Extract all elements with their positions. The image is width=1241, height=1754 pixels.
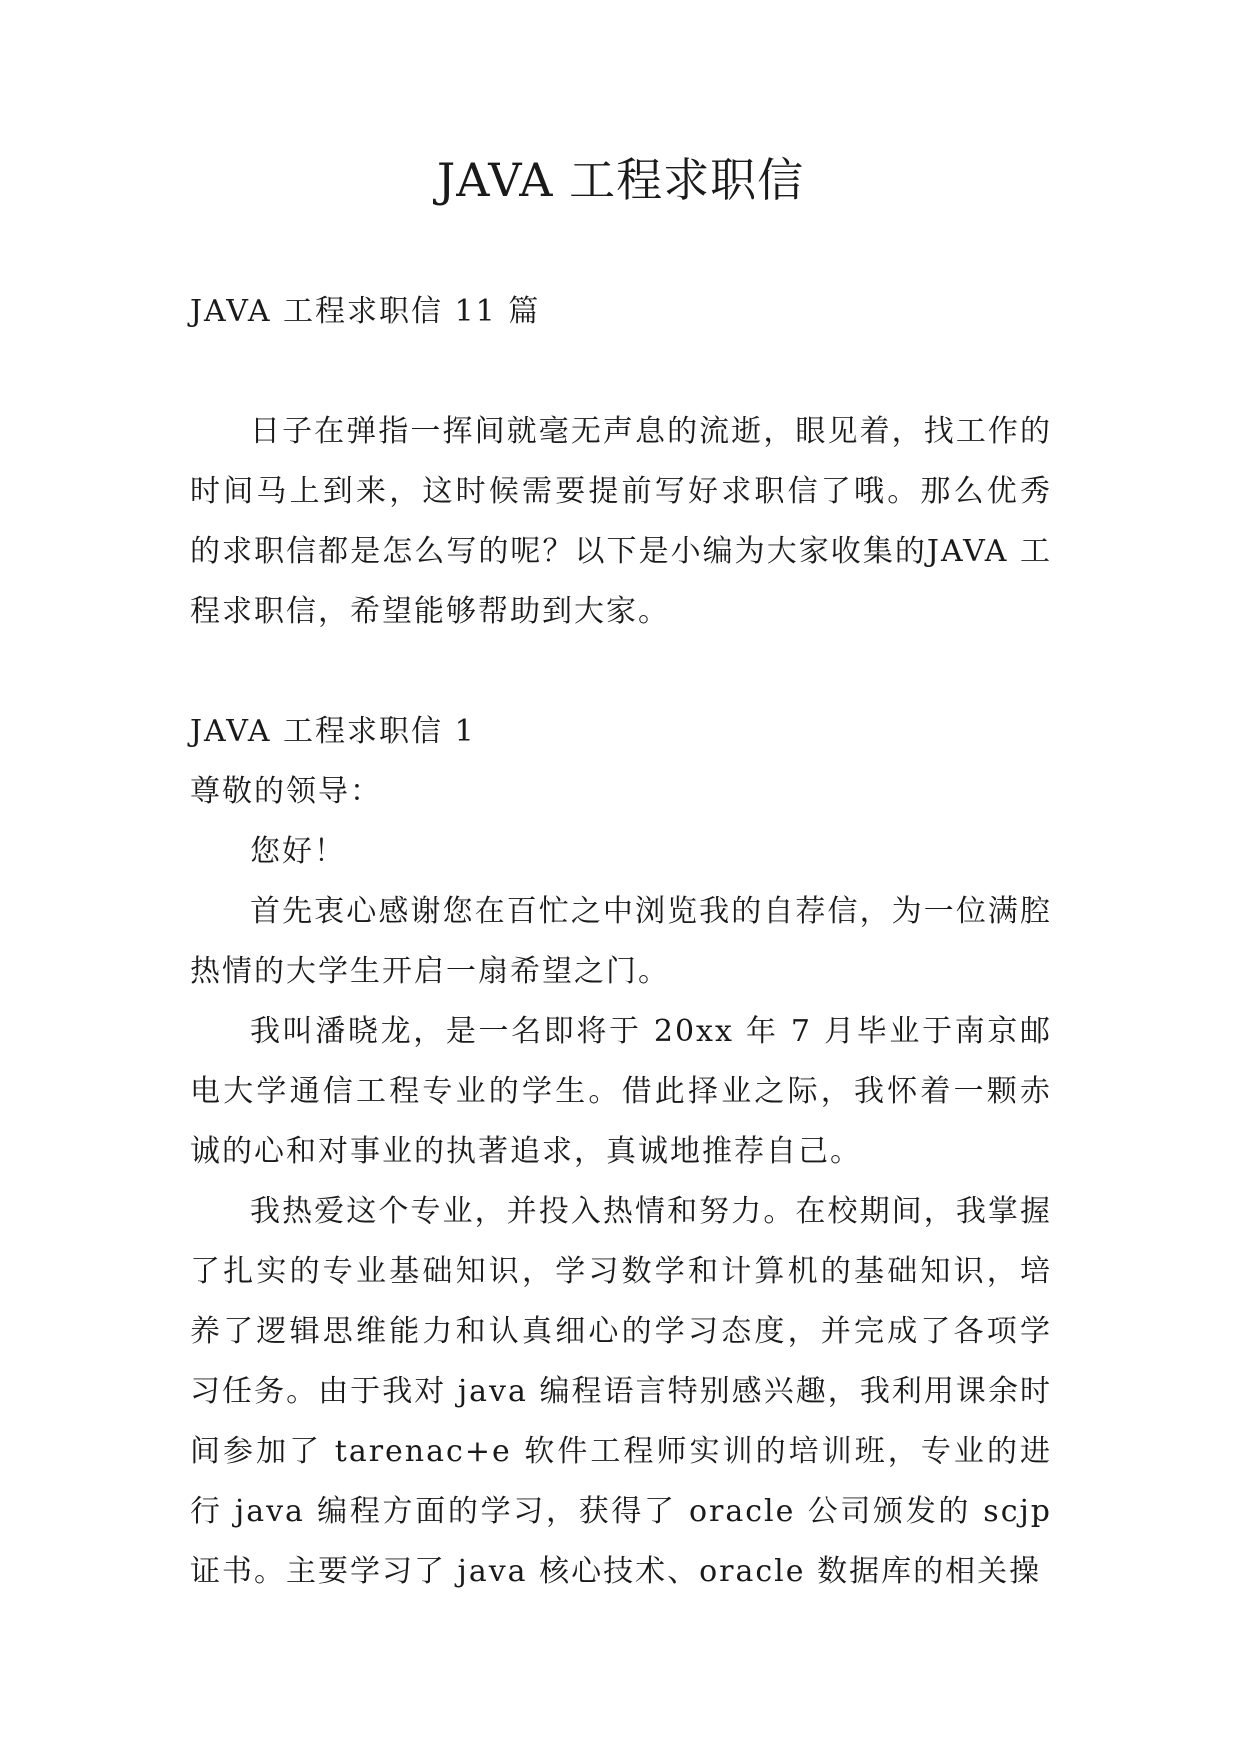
section-heading: JAVA 工程求职信 1 [190, 714, 476, 749]
body-paragraph-2: 我叫潘晓龙，是一名即将于 20xx 年 7 月毕业于南京邮电大学通信工程专业的学生。借此择业之际，我怀着一颗赤诚的心和对事业的执著追求，真诚地推荐自己。 [190, 1014, 1052, 1169]
greeting: 您好！ [250, 834, 346, 869]
document-body [190, 282, 1052, 1602]
body-paragraph-1: 首先衷心感谢您在百忙之中浏览我的自荐信，为一位满腔热情的大学生开启一扇希望之门。 [190, 894, 1052, 989]
salutation: 尊敬的领导： [190, 774, 382, 809]
body-paragraph-3: 我热爱这个专业，并投入热情和努力。在校期间，我掌握了扎实的专业基础知识，学习数学和计算机的基础知识，培养了逻辑思维能力和认真细心的学习态度，并完成了各项学习任务。由于我对 java 编程语言特别感兴趣，我利用课余时间参加了 tarenac+e 软件工程师实训的培训班，专业的进行 java 编程方面的学习，获得了 oracle 公司颁发的 scjp 证书。主要学习了 java 核心技术、oracle 数据库的相关操 [190, 1194, 1052, 1589]
intro-paragraph: 日子在弹指一挥间就毫无声息的流逝，眼见着，找工作的时间马上到来，这时候需要提前写好求职信了哦。那么优秀的求职信都是怎么写的呢？以下是小编为大家收集的JAVA 工程求职信，希望能够帮助到大家。 [190, 414, 1052, 629]
document-subtitle: JAVA 工程求职信 11 篇 [190, 294, 541, 329]
document-title: JAVA 工程求职信 [436, 153, 805, 207]
